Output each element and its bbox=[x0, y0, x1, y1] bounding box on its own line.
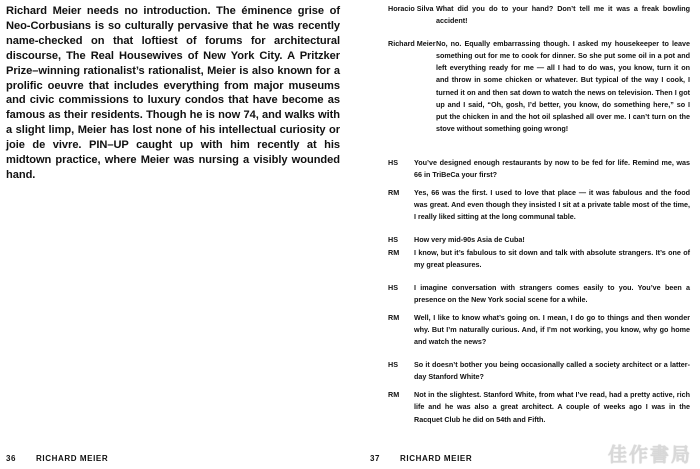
dialogue-turn bbox=[388, 389, 690, 425]
intro-paragraph: Richard Meier needs no introduction. The éminence grise of Neo-Corbusians is so culturally pervasive that he was recently name-checked on that loftiest of forums for architectural discourse, The Real Housewives of New York City. A Pritzker Prize–winning rationalist’s rationalist, Meier is also known for a prolific oeuvre that includes everything from major museums and civic commissions to luxury condos that have become as famous as their residents. Though he is now 74, and walks with a slight limp, Meier has lost none of his intellectual curiosity or joie de vivre. PIN–UP caught up with him recently at his midtown practice, where Meier was nursing a visibly wounded hand. bbox=[6, 5, 340, 181]
speech-text: How very mid-90s Asia de Cuba! bbox=[414, 235, 525, 245]
speech-text: What did you do to your hand? Don’t tell me it was a freak bowling accident! bbox=[436, 4, 690, 26]
publisher-watermark: 佳作書局 bbox=[607, 444, 692, 466]
speech-text: I know, but it’s fabulous to sit down and talk with absolute strangers. It’s one of my great pleasures. bbox=[414, 247, 690, 269]
dialogue-turn bbox=[388, 3, 690, 27]
speech-text: You’ve designed enough restaurants by now to be fed for life. Remind me, was 66 in TriBeCa your first? bbox=[414, 157, 690, 180]
right-page-footer bbox=[370, 454, 472, 464]
speaker-label: HS bbox=[388, 235, 398, 245]
right-page bbox=[350, 0, 700, 469]
dialogue-turn bbox=[388, 234, 690, 246]
speech-text: No, no. Equally embarrassing though. I asked my housekeeper to leave something out for me to cook for dinner. So she put some oil in a pot and left everything ready for me — all I had to do was, you know, turn it on and throw in some chicken or whatever. But typical of the way I cook, I turned it on and then sat down to watch the news on television. Then I got up and I said, “Oh, gosh, I’d better, you know, do something here,” so I put the chicken in and the hot oil splashed all over me. I can’t turn on the stove without something going wrong! bbox=[436, 39, 690, 133]
speaker-label: Horacio Silva bbox=[388, 4, 434, 13]
speech-text: Well, I like to know what’s going on. I mean, I do go to things and then wonder why. But I’m naturally curious. And, if I’m not working, you know, why go home and watch the news? bbox=[414, 312, 690, 347]
speaker-label: RM bbox=[388, 247, 400, 257]
speaker-label: RM bbox=[388, 312, 400, 322]
speaker-label: Richard Meier bbox=[388, 39, 436, 49]
speech-text: I imagine conversation with strangers comes easily to you. You’ve been a presence on the New York social scene for a while. bbox=[414, 282, 690, 304]
speaker-label: HS bbox=[388, 360, 398, 370]
speaker-label: HS bbox=[388, 157, 398, 167]
right-page-number: 37 bbox=[370, 454, 381, 463]
speaker-label: HS bbox=[388, 282, 398, 292]
speech-text: Not in the slightest. Stanford White, from what I’ve read, had a pretty active, rich life and he was also a great architect. A couple of weeks ago I was in the Racquet Club he did on 54th and Fifth. bbox=[414, 390, 690, 424]
dialogue-turn bbox=[388, 359, 690, 383]
speaker-label: RM bbox=[388, 188, 400, 198]
dialogue-turn bbox=[388, 38, 690, 135]
dialogue-turn bbox=[388, 282, 690, 306]
dialogue-turn bbox=[388, 247, 690, 271]
speech-text: Yes, 66 was the first. I used to love that place — it was fabulous and the food was great. And even though they insisted I sit at a private table most of the time, I really liked sitting at the long communal table. bbox=[414, 188, 690, 222]
speaker-label: RM bbox=[388, 390, 400, 400]
dialogue-turn bbox=[388, 187, 690, 223]
right-running-title: RICHARD MEIER bbox=[400, 454, 473, 463]
left-running-title: RICHARD MEIER bbox=[36, 454, 109, 463]
left-page-number: 36 bbox=[6, 454, 17, 463]
interview-dialogue bbox=[388, 3, 690, 426]
left-page-footer bbox=[6, 454, 108, 464]
dialogue-turn bbox=[388, 157, 690, 181]
dialogue-turn bbox=[388, 312, 690, 348]
speech-text: So it doesn’t bother you being occasionally called a society architect or a latter-day Stanford White? bbox=[414, 360, 690, 382]
